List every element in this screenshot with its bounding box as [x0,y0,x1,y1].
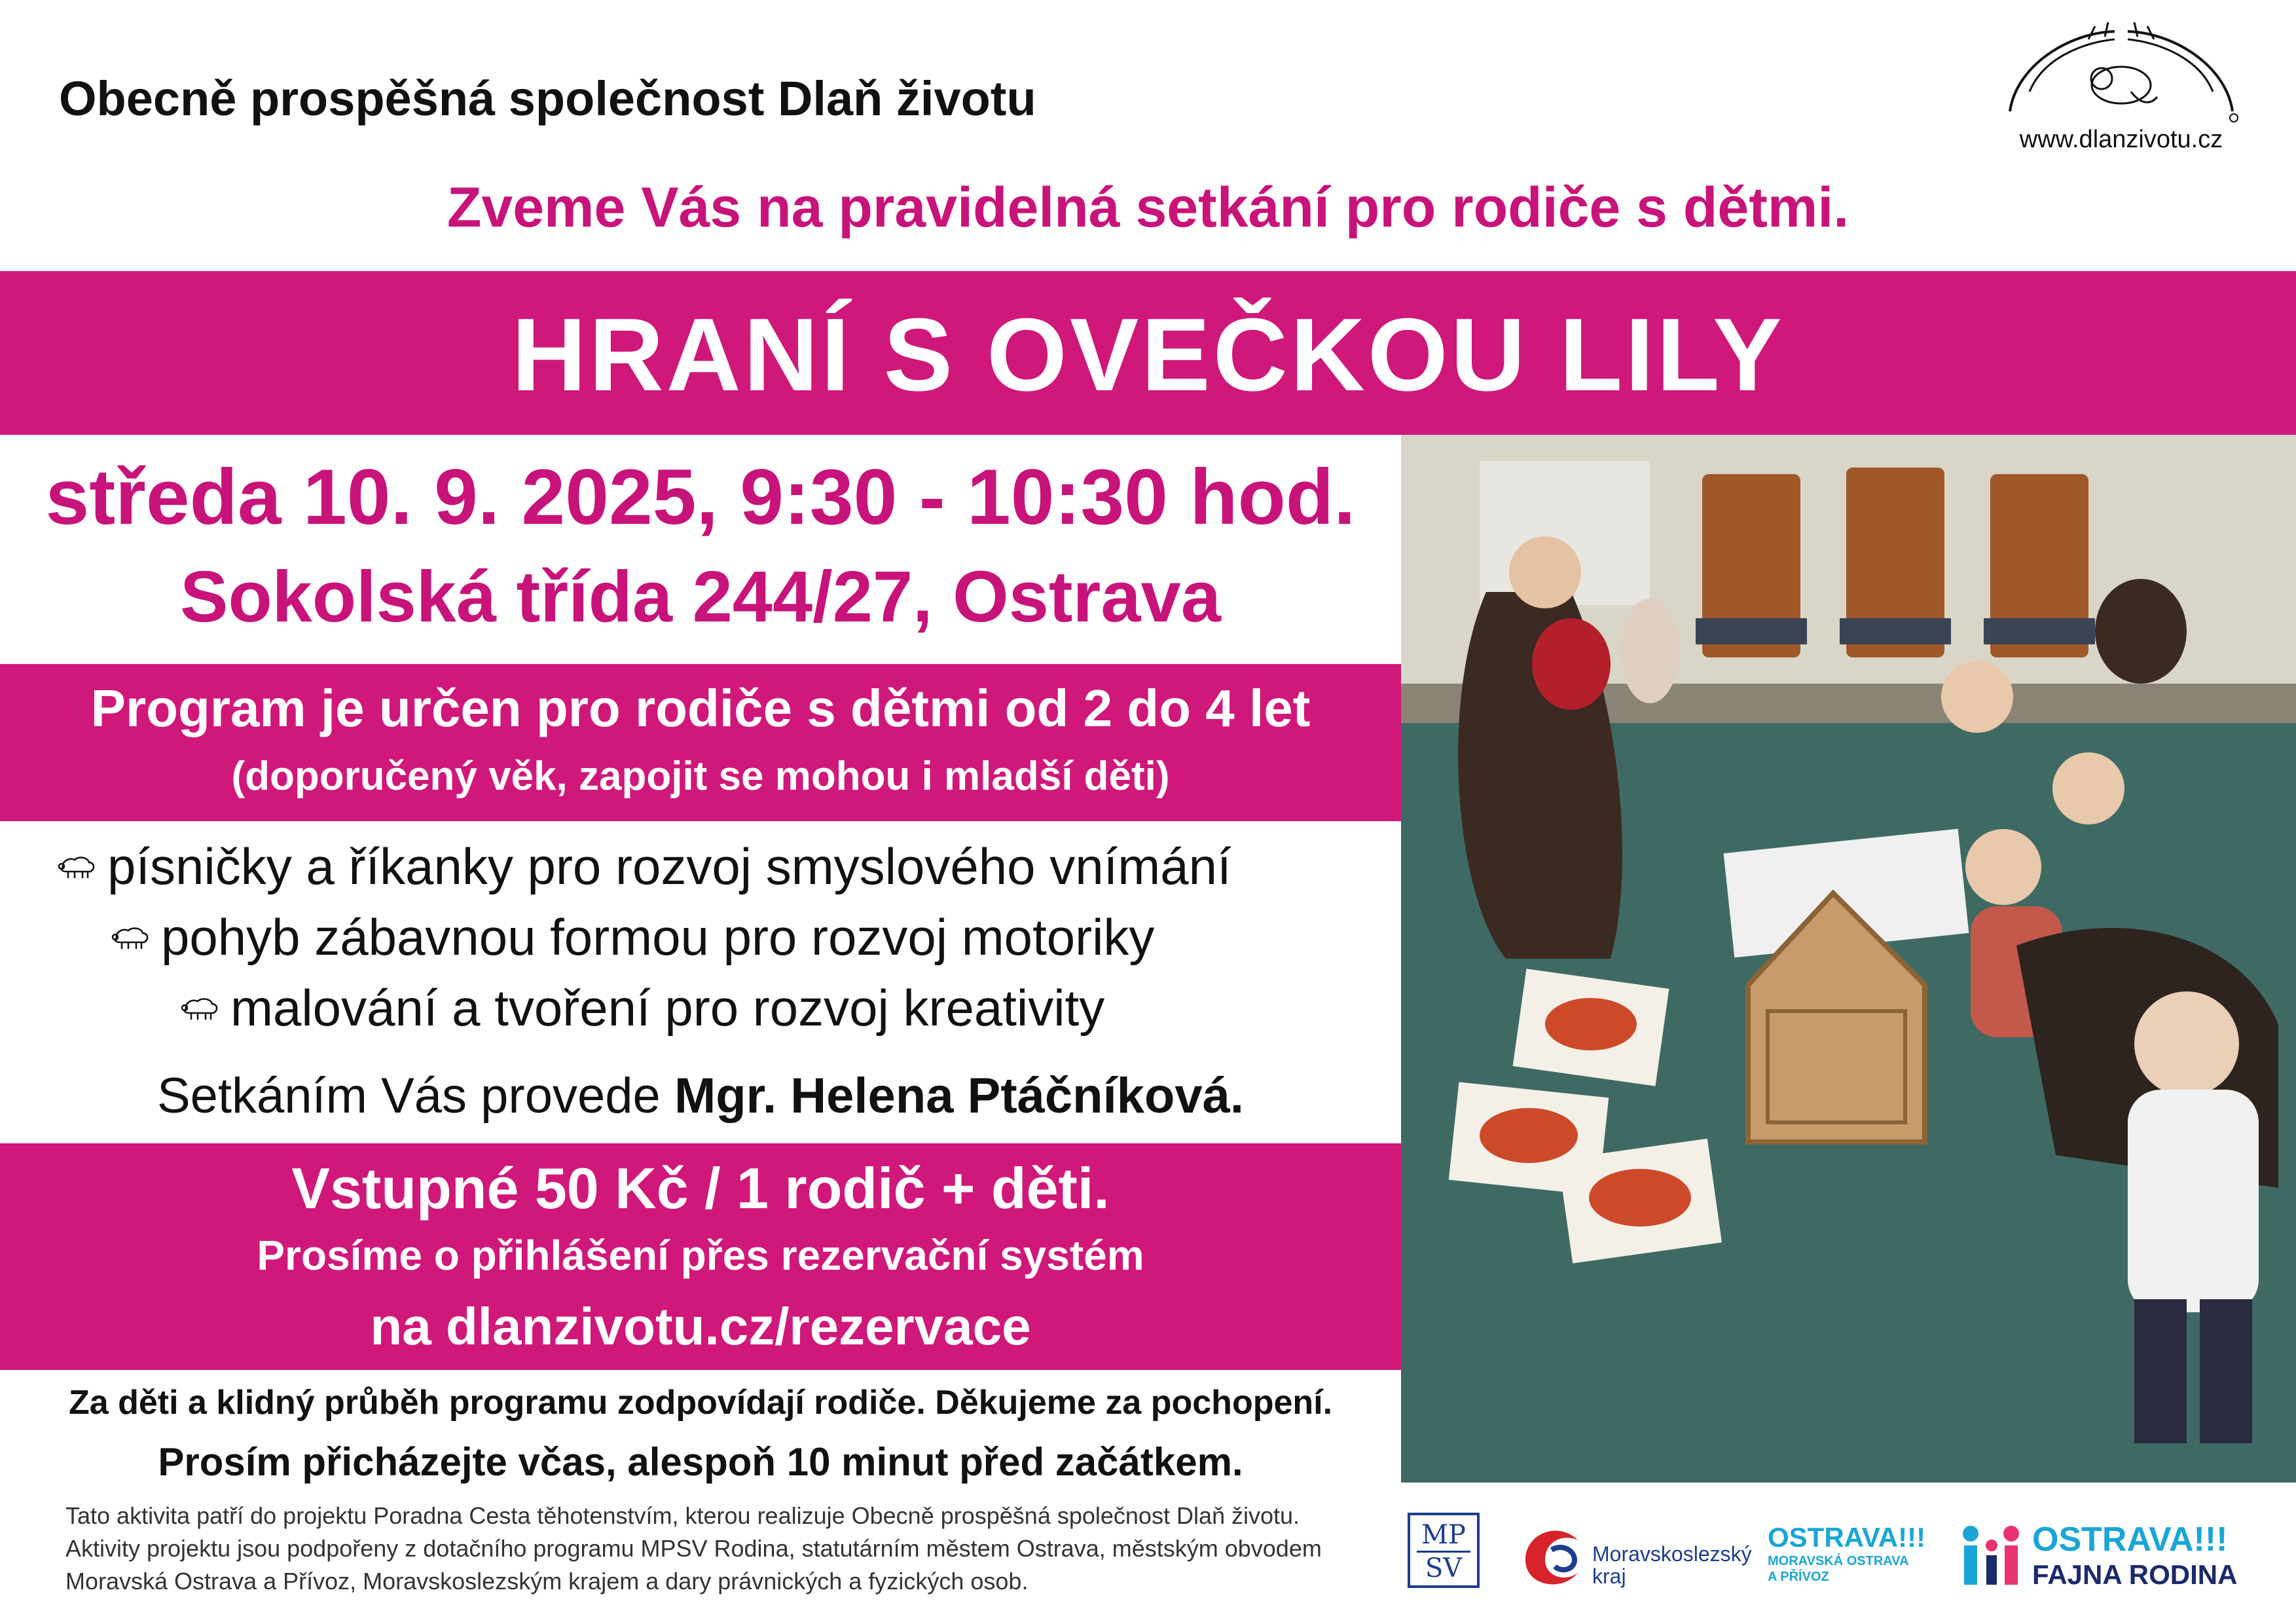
website-url: www.dlanzivotu.cz [2019,126,2223,153]
msk-line2: kraj [1592,1564,1626,1588]
invite-heading: Zveme Vás na pravidelná setkání pro rodiče s dětmi. [446,176,1850,239]
hands-baby-logo-icon [1990,13,2252,131]
event-place: Sokolská třída 244/27, Ostrava [180,557,1221,637]
guide-name: Mgr. Helena Ptáčníková. [674,1068,1245,1124]
reservation-url[interactable]: dlanzivotu.cz/rezervace [445,1297,1031,1356]
footer-line: Tato aktivita patří do projektu Poradna Cesta těhotenstvím, kterou realizuje Obecně prospěšná společnost Dlaň životu. [65,1502,1300,1529]
sheep-icon [111,924,152,951]
list-item [58,837,1231,896]
family-icon [1958,1519,2023,1591]
program-age-note: (doporučený věk, zapojit se mohou i mladší děti) [231,754,1170,799]
guide-prefix: Setkáním Vás provede [156,1068,661,1124]
sheep-icon [181,995,221,1022]
footer-line: Aktivity projektu jsou podpořeny z dotačního programu MPSV Rodina, statutárním městem Ostrava, městským obvodem [65,1535,1322,1562]
ostrava-mo-line2: A PŘÍVOZ [1768,1570,1829,1584]
msk-line1: Moravskoslezský [1592,1542,1752,1566]
activity-text: písničky a říkanky pro rozvoj smyslového vnímání [107,838,1231,895]
activity-text: malování a tvoření pro rozvoj kreativity [230,979,1105,1037]
ostrava-fr-title: OSTRAVA!!! [2032,1521,2228,1559]
footer-text [65,1500,1375,1598]
ostrava-mo-title: OSTRAVA!!! [1768,1522,1926,1553]
msk-emblem-icon [1512,1514,1591,1593]
event-title: HRANÍ S OVEČKOU LILY [511,297,1785,413]
mpsv-logo-top: MP [1421,1520,1466,1550]
program-audience: Program je určen pro rodiče s dětmi od 2 do 4 let [90,679,1311,737]
activity-text: pohyb zábavnou formou pro rozvoj motoriky [161,908,1155,966]
event-photo [1401,435,2296,1483]
list-item [181,978,1104,1038]
moravskoslezsky-kraj-logo [1512,1514,1761,1599]
partner-logos [1401,1506,2296,1604]
ostrava-mo-logo [1768,1522,1938,1585]
footer-line: Moravská Ostrava a Přívoz, Moravskoslezským krajem a dary právnických a fyzických osob. [65,1568,1029,1595]
guide-line [0,1067,1401,1124]
punctuality-note: Prosím přicházejte včas, alespoň 10 minut před začátkem. [158,1440,1243,1484]
parent-responsibility-note: Za děti a klidný průběh programu zodpovídají rodiče. Děkujeme za pochopení. [68,1384,1333,1422]
mpsv-logo [1408,1513,1480,1588]
list-item [111,908,1154,967]
organization-name: Obecně prospěšná společnost Dlaň životu [59,71,1036,126]
ostrava-fr-sub: FAJNA RODINA [2032,1559,2238,1590]
reservation-note: Prosíme o přihlášení přes rezervační systém [257,1232,1144,1279]
ostrava-mo-line1: MORAVSKÁ OSTRAVA [1768,1554,1909,1568]
sheep-icon [58,853,98,881]
fee-price: Vstupné 50 Kč / 1 rodič + děti. [291,1156,1110,1221]
reservation-link-line [0,1297,1401,1357]
reservation-url-prefix: na [370,1297,431,1356]
msk-text [1592,1543,1752,1587]
ostrava-fajna-rodina-logo [1958,1519,2291,1591]
mpsv-logo-bottom: SV [1417,1551,1470,1584]
event-date-time: středa 10. 9. 2025, 9:30 - 10:30 hod. [45,453,1356,541]
